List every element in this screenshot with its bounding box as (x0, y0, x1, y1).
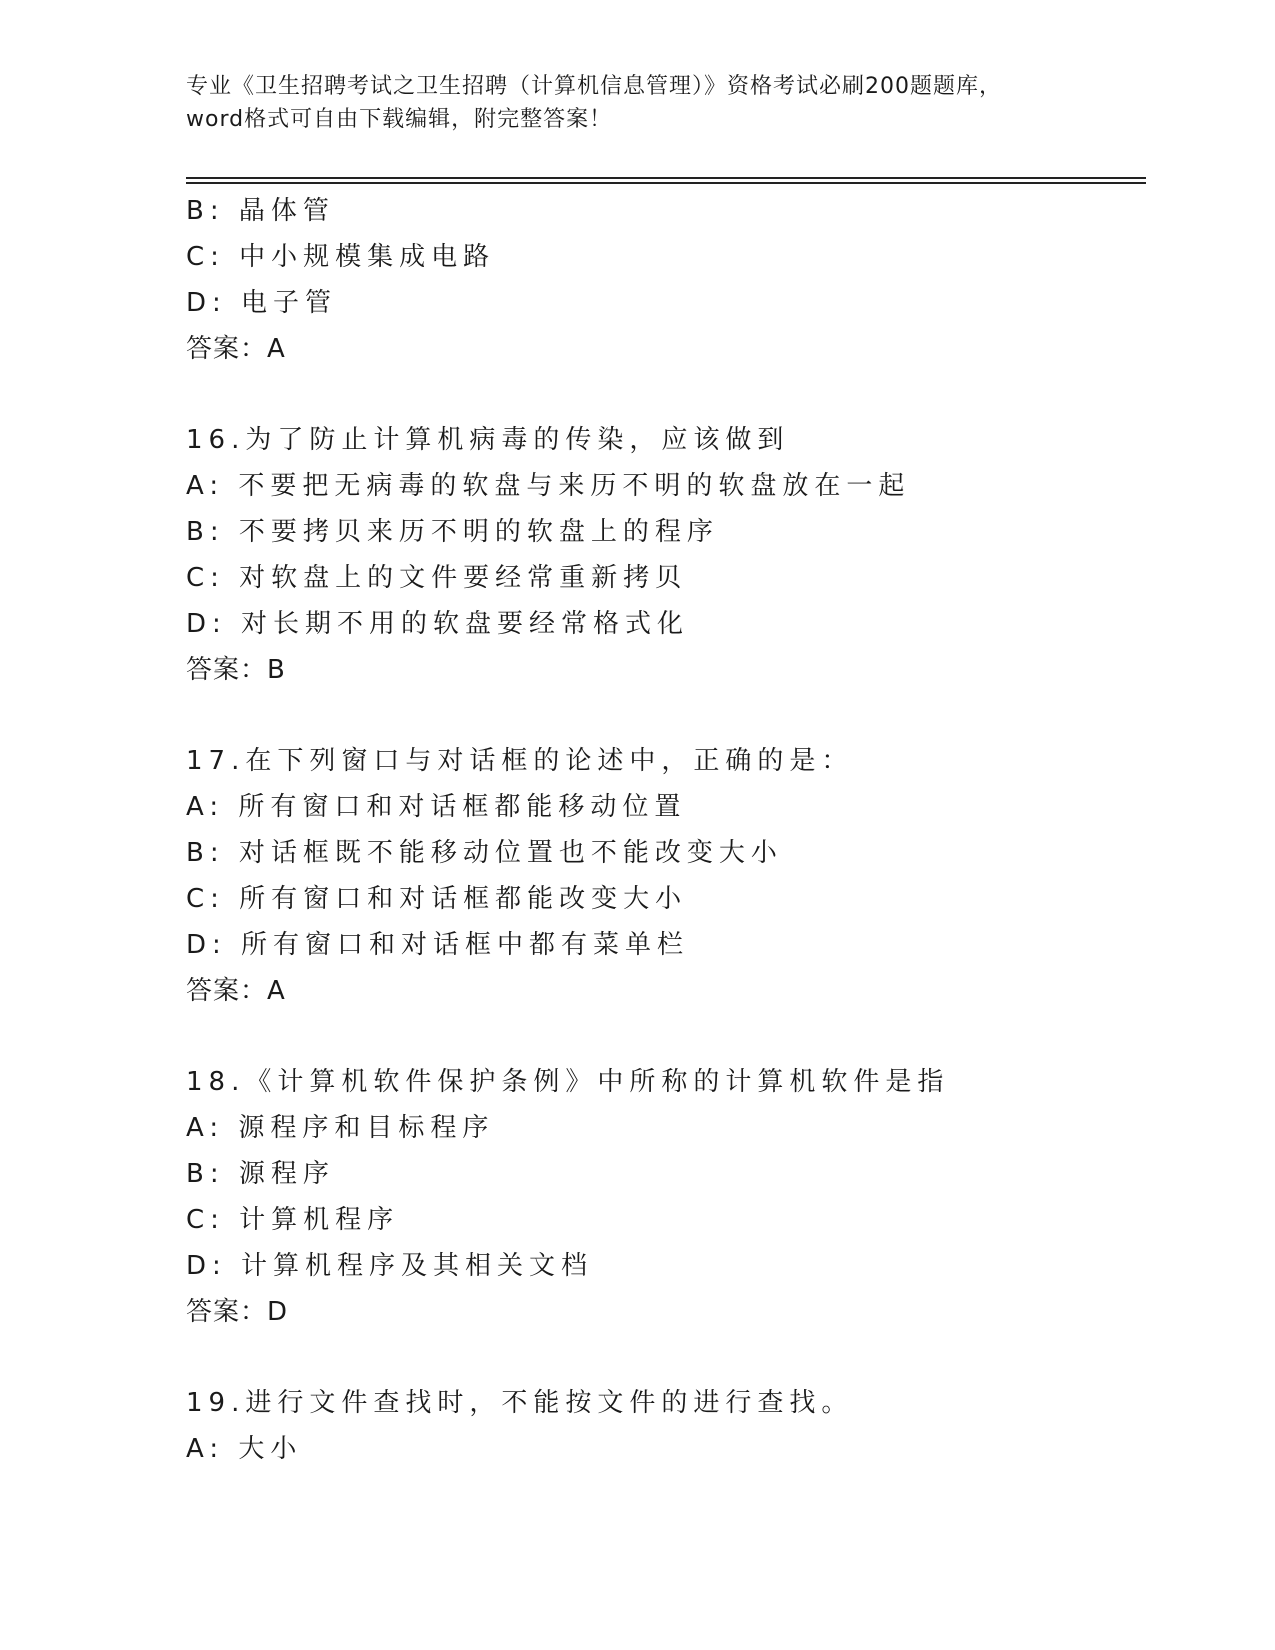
question-list (186, 188, 1146, 1472)
answer-line: 答案：A (186, 334, 286, 364)
option-d: D: 计算机程序及其相关文档 (186, 1251, 594, 1281)
answer-line: 答案：D (186, 1297, 289, 1327)
question-17 (186, 738, 1146, 1014)
option-b: B: 不要拷贝来历不明的软盘上的程序 (186, 517, 719, 547)
question-19 (186, 1380, 1146, 1472)
question-16 (186, 417, 1146, 693)
option-a: A: 大小 (186, 1434, 303, 1464)
option-d: D: 电子管 (186, 288, 338, 318)
option-c: C: 对软盘上的文件要经常重新拷贝 (186, 563, 688, 593)
option-d: D: 所有窗口和对话框中都有菜单栏 (186, 930, 690, 960)
header-divider-bottom (186, 182, 1146, 184)
option-b: B: 对话框既不能移动位置也不能改变大小 (186, 838, 783, 868)
option-c: C: 计算机程序 (186, 1205, 400, 1235)
header-title-line-2: word格式可自由下载编辑，附完整答案！ (186, 107, 613, 132)
question-stem: 18.《计算机软件保护条例》中所称的计算机软件是指 (186, 1067, 950, 1097)
answer-line: 答案：A (186, 976, 286, 1006)
header-title-line-1: 专业《卫生招聘考试之卫生招聘（计算机信息管理）》资格考试必刷200题题库， (186, 74, 1002, 99)
option-a: A: 所有窗口和对话框都能移动位置 (186, 792, 687, 822)
option-b: B: 源程序 (186, 1159, 335, 1189)
answer-line: 答案：B (186, 655, 286, 685)
question-15-tail (186, 188, 1146, 372)
option-c: C: 所有窗口和对话框都能改变大小 (186, 884, 688, 914)
question-18 (186, 1059, 1146, 1335)
question-stem: 17.在下列窗口与对话框的论述中，正确的是： (186, 746, 854, 776)
document-header (186, 70, 1086, 136)
option-b: B: 晶体管 (186, 196, 335, 226)
question-stem: 16.为了防止计算机病毒的传染，应该做到 (186, 425, 790, 455)
option-a: A: 不要把无病毒的软盘与来历不明的软盘放在一起 (186, 471, 911, 501)
header-divider-top (186, 177, 1146, 179)
option-c: C: 中小规模集成电路 (186, 242, 496, 272)
option-d: D: 对长期不用的软盘要经常格式化 (186, 609, 690, 639)
option-a: A: 源程序和目标程序 (186, 1113, 495, 1143)
question-stem: 19.进行文件查找时，不能按文件的进行查找。 (186, 1388, 854, 1418)
